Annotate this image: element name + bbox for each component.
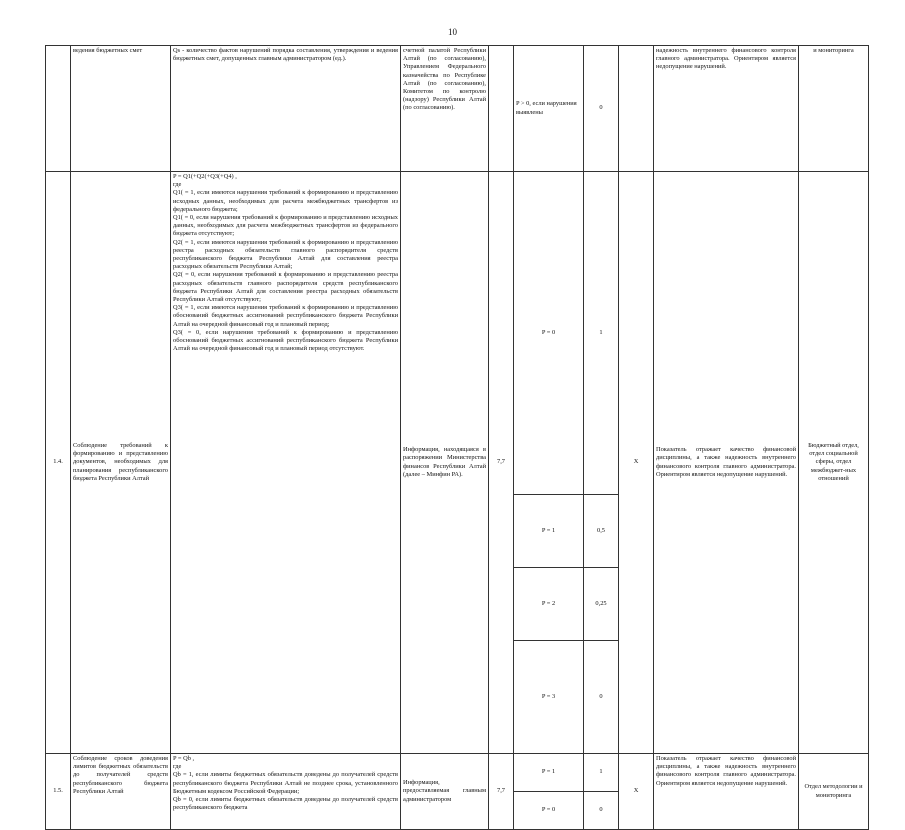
condition: P > 0, если нарушения выявлены — [514, 46, 584, 172]
indicator-weight: 7,7 — [489, 172, 514, 754]
indicator-formula: P = Q1(+Q2(+Q3(+Q4) , где Q1( = 1, если имеются нарушения требований к формированию и представлению исходных данных, необходимых для расчета межбюджетных трансфертов из федерального бюджета; Q1( = 0, если нарушения требований к формированию и представлению исходных данных, необходимых для расчета межбюджетных трансфертов из федерального бюджета отсутствуют; Q2( = 1, если имеются нарушения требований к формированию и представлению реестра расходных обязательств главного распорядителя средств республиканского бюджета Республики Алтай для составления реестра расходных обязательств Республики Алтай; Q2( = 0, если нарушения требований к формированию и представлению реестра расходных обязательств главного распорядителя средств республиканского бюджета Республики Алтай для составления реестра расходных обязательств Республики Алтай отсутствуют; Q3( = 1, если имеются нарушения требований к формированию и представлению обоснований бюджетных ассигнований республиканского бюджета Республики Алтай на очередной финансовый год и плановый период; Q3( = 0, если нарушения требований к формированию и представлению обоснований бюджетных ассигнований республиканского бюджета Республики Алтай на очередной финансовый год и плановый период отсутствуют. — [171, 172, 401, 754]
indicator-weight — [489, 46, 514, 172]
table-row — [46, 46, 869, 172]
data-source: Информация, находящаяся в распоряжении Министерства финансов Республики Алтай (далее – Минфин РА). — [401, 172, 489, 754]
condition: P = 0 — [514, 792, 584, 830]
condition-score: 0,25 — [584, 568, 619, 641]
indicator-comment: Показатель отражает качество финансовой дисциплины, а также надежность внутреннего финансового контроля главного администратора. Ориентиром является недопущение нарушений. — [654, 754, 799, 830]
responsible-dept: Отдел методологии и мониторинга — [799, 754, 869, 830]
table-row — [46, 754, 869, 792]
condition-score: 0,5 — [584, 495, 619, 568]
condition-score: 1 — [584, 172, 619, 495]
condition: P = 2 — [514, 568, 584, 641]
condition: P = 0 — [514, 172, 584, 495]
indicator-weight: 7,7 — [489, 754, 514, 830]
condition-score: 0 — [584, 641, 619, 754]
condition: P = 3 — [514, 641, 584, 754]
indicator-comment: надежность внутреннего финансового контроля главного администратора. Ориентиром является недопущение нарушений. — [654, 46, 799, 172]
condition: P = 1 — [514, 495, 584, 568]
row-number: 1.4. — [46, 172, 71, 754]
target-value — [619, 46, 654, 172]
indicator-name: Соблюдение сроков доведения лимитов бюджетных обязательств до получателей средств республиканского бюджета Республики Алтай — [71, 754, 171, 830]
target-value: X — [619, 754, 654, 830]
target-value: X — [619, 172, 654, 754]
page-number: 10 — [448, 27, 457, 37]
indicator-comment: Показатель отражает качество финансовой дисциплины, а также надежность внутреннего финансового контроля главного администратора. Ориентиром является недопущение нарушений. — [654, 172, 799, 754]
table-row — [46, 172, 869, 495]
indicator-name: Соблюдение требований к формированию и представлению документов, необходимых для планирования республиканского бюджета Республики Алтай — [71, 172, 171, 754]
responsible-dept: Бюджетный отдел, отдел социальной сферы, отдел межбюджет-ных отношений — [799, 172, 869, 754]
indicator-name: ведения бюджетных смет — [71, 46, 171, 172]
indicator-table — [45, 45, 869, 830]
data-source: счетной палатой Республики Алтай (по согласованию), Управлением Федерального казначейства по Республике Алтай (по согласованию), Комитетом по контролю (надзору) Республики Алтай (по согласованию). — [401, 46, 489, 172]
row-number: 1.5. — [46, 754, 71, 830]
condition-score: 1 — [584, 754, 619, 792]
condition: P = 1 — [514, 754, 584, 792]
indicator-formula: Qs - количество фактов нарушений порядка составления, утверждения и ведения бюджетных смет, допущенных главным администратором (ед.). — [171, 46, 401, 172]
responsible-dept: и мониторинга — [799, 46, 869, 172]
condition-score: 0 — [584, 46, 619, 172]
indicator-formula: P = Qb , где Qb = 1, если лимиты бюджетных обязательств доведены до получателей средств республиканского бюджета Республики Алтай не позднее срока, установленного Бюджетным кодексом Российской Федерации; Qb = 0, если лимиты бюджетных обязательств доведены до получателей средств республиканского бюджета — [171, 754, 401, 830]
data-source: Информация, предоставляемая главным администратором — [401, 754, 489, 830]
condition-score: 0 — [584, 792, 619, 830]
row-number — [46, 46, 71, 172]
